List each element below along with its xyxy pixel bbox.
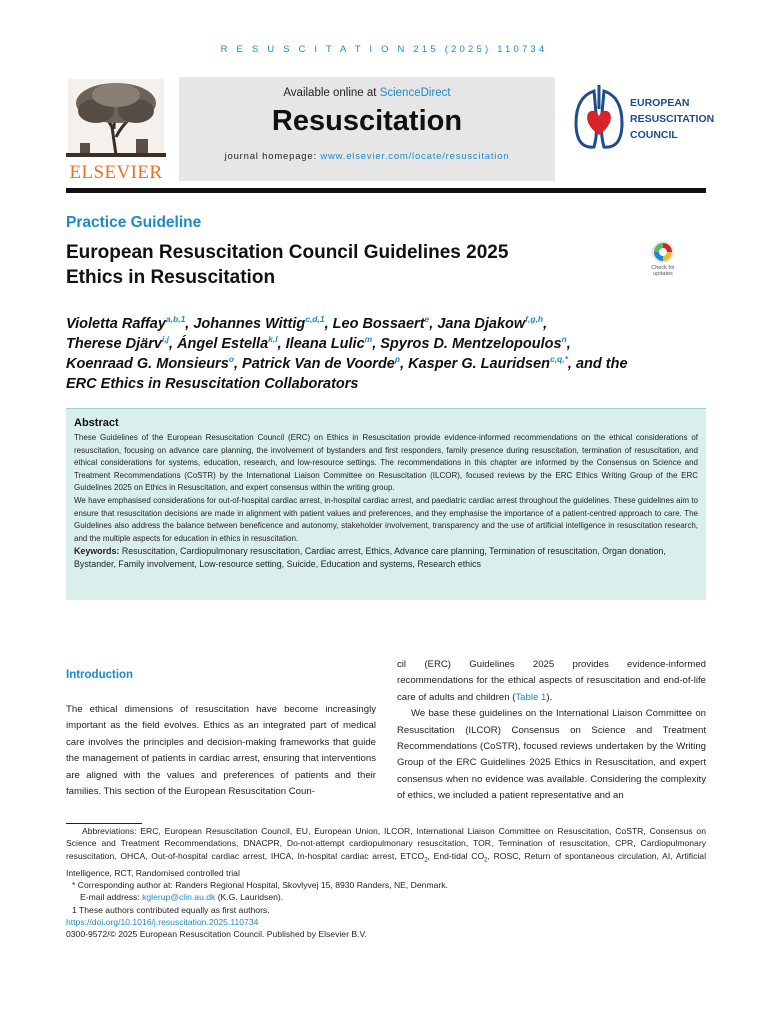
table-1-link[interactable]: Table 1 xyxy=(515,691,547,703)
abbrev-text-c: , ROSC, Return of spontaneous circulation, AI, Artificial Intelligence, RCT, Randomised controlled trial xyxy=(66,850,706,878)
title-line-2: Ethics in Resuscitation xyxy=(66,267,276,288)
elsevier-tree-icon xyxy=(66,77,166,159)
author-separator: , xyxy=(185,316,194,332)
author-separator: , xyxy=(233,356,243,372)
erc-line-1: EUROPEAN xyxy=(630,97,690,109)
erc-line-3: COUNCIL xyxy=(630,129,678,141)
intro-p1-cont-end: ). xyxy=(546,691,553,703)
check-for-updates-button[interactable] xyxy=(643,240,683,282)
author-separator: , xyxy=(543,316,548,332)
abbreviations-footnote xyxy=(66,825,706,879)
author-separator: , xyxy=(429,316,438,332)
author-name[interactable]: Jana Djakow xyxy=(437,316,526,332)
abstract-box xyxy=(66,408,706,600)
email-prefix: E-mail address: xyxy=(80,892,143,903)
abbrev-sub-1: 2 xyxy=(424,857,428,864)
masthead xyxy=(66,77,715,183)
running-head: R E S U S C I T A T I O N 215 (2025) 110734 xyxy=(220,44,548,55)
article-type: Practice Guideline xyxy=(66,214,202,231)
homepage-link[interactable]: www.elsevier.com/locate/resuscitation xyxy=(320,151,510,162)
author-affiliation-sup[interactable]: i,j xyxy=(161,334,170,345)
journal-homepage xyxy=(179,151,555,162)
abstract-heading: Abstract xyxy=(74,417,119,429)
author-separator: , xyxy=(566,336,571,352)
author-affiliation-sup[interactable]: e xyxy=(424,314,430,325)
abstract-paragraph-1: These Guidelines of the European Resuscitation Council (ERC) on Ethics in Resuscitation provide evidence-informed recommendations on the ethical considerations of resuscitation, focusing on advance care planning, the involvement of bystanders and first responders, family presence during resuscitation, termination of resuscitation, and ethical considerations for systems, education, research, and low-resource settings. The recommendations in this chapter are informed by the Consensus on Science and Treatment Recommendations (CoSTR) by the International Liaison Committee on Resuscitation (ILCOR), focused reviews by the ERC Ethics Writing Group of the ERC Guidelines 2025 on Ethics in Resuscitation, and expert consensus within the writing group. xyxy=(74,433,698,493)
equal-contribution-note: 1 These authors contributed equally as first authors. xyxy=(72,904,270,915)
erc-logo[interactable] xyxy=(572,83,715,155)
author-name[interactable]: Ileana Lulic xyxy=(285,336,365,352)
body-left-column xyxy=(66,702,376,800)
author-affiliation-sup[interactable]: m xyxy=(364,334,373,345)
intro-paragraph-2: We base these guidelines on the International Liaison Committee on Resuscitation (ILCOR) Consensus on Science and Treatment Recommendations (CoSTR), focused reviews undertaken by the Writing Group of the ERC Guidelines 2025 Ethics in Resuscitation, and expert consensus when no evidence was available. Considering the complexity of ethics, we included a patient representative and an xyxy=(397,708,706,802)
author-affiliation-sup[interactable]: c,d,1 xyxy=(305,314,325,325)
author-name[interactable]: Ángel Estella xyxy=(177,336,269,352)
intro-paragraph-1: The ethical dimensions of resuscitation have become increasingly important as the field evolves. Ethics as an integrated part of medical care involves the principles and decision-making frameworks that guide the management of patients in cardiac arrest, ensuring that interventions are aligned with the values and preferences of patients and their families. This section of the European Resuscitation Coun- xyxy=(66,704,376,798)
homepage-prefix: journal homepage: xyxy=(224,151,321,162)
abbrev-text-b: , End-tidal CO xyxy=(427,850,485,861)
author-separator: , xyxy=(277,336,286,352)
keywords-label: Keywords: xyxy=(74,546,120,557)
email-suffix: (K.G. Lauridsen). xyxy=(215,892,284,903)
availability-line xyxy=(179,87,555,99)
body-right-column xyxy=(397,657,706,805)
check-updates-label: Check for updates xyxy=(651,265,675,277)
abbrev-sub-2: 2 xyxy=(484,857,488,864)
author-list xyxy=(66,314,706,394)
doi-link[interactable]: https://doi.org/10.1016/j.resuscitation.2025.110734 xyxy=(66,916,259,927)
available-prefix: Available online at xyxy=(283,87,380,99)
author-affiliation-sup[interactable]: c,q,* xyxy=(549,354,568,365)
intro-p1-cont-text: cil (ERC) Guidelines 2025 provides evidence-informed recommendations for the ethical aspects of resuscitation and end-of-life care of adults and children ( xyxy=(397,659,706,703)
abbrev-text-a: Abbreviations: ERC, European Resuscitation Council, EU, European Union, ILCOR, International Liaison Committee on Resuscitation, CoSTR, Consensus on Science and Treatment Recommendations, DNACPR, Do-not-attempt cardiopulmonary resuscitation, TOR, Termination of resuscitation, CPR, Cardiopulmonary resuscitation, OHCA, Out-of-hospital cardiac arrest, IHCA, In-hospital cardiac arrest, ETCO xyxy=(66,826,706,861)
author-separator: , and the xyxy=(567,356,628,372)
abstract-paragraph-2: We have emphasised considerations for out-of-hospital cardiac arrest, in-hospital cardiac arrest, and paediatric cardiac arrest throughout the guidelines. These guidelines aim to ensure that resuscitation decisions are made in alignment with patient values and preferences, and they emphasise the importance of a patient-centred approach to care. The Guidelines also address the balance between beneficence and autonomy, stakeholder involvement, transparency and the use of artificial intelligence in resuscitation research, and the multiple aspects for education in ethics in resuscitation. xyxy=(74,495,698,543)
author-name[interactable]: Violetta Raffay xyxy=(66,316,166,332)
copyright-line: 0300-9572/© 2025 European Resuscitation Council. Published by Elsevier B.V. xyxy=(66,929,367,940)
author-affiliation-sup[interactable]: n xyxy=(561,334,567,345)
intro-paragraph-1-cont xyxy=(397,657,706,706)
journal-name: Resuscitation xyxy=(271,105,463,137)
elsevier-wordmark: ELSEVIER xyxy=(69,162,163,183)
author-affiliation-sup[interactable]: o xyxy=(228,354,234,365)
author-affiliation-sup[interactable]: f,g,h xyxy=(525,314,544,325)
author-name[interactable]: Leo Bossaert xyxy=(332,316,425,332)
erc-heart-lungs-icon xyxy=(572,83,626,155)
check-updates-icon xyxy=(643,240,683,266)
article-title xyxy=(66,240,606,290)
masthead-rule xyxy=(66,188,706,193)
author-affiliation-sup[interactable]: p xyxy=(394,354,401,365)
footnotes xyxy=(66,825,706,940)
erc-logo-text xyxy=(630,95,714,143)
keywords-list: Resuscitation, Cardiopulmonary resuscitation, Cardiac arrest, Ethics, Advance care planning, Termination of resuscitation, Organ donation, Bystander, Family involvement, Low-resource setting, Suicide, Education and systems, Research ethics xyxy=(74,546,666,570)
author-name[interactable]: Spyros D. Mentzelopoulos xyxy=(380,336,562,352)
email-link[interactable]: kglerup@clin.au.dk xyxy=(142,892,216,903)
author-separator: , xyxy=(169,336,178,352)
author-name[interactable]: Kasper G. Lauridsen xyxy=(408,356,550,372)
author-name[interactable]: Patrick Van de Voorde xyxy=(242,356,395,372)
author-name[interactable]: ERC Ethics in Resuscitation Collaborators xyxy=(66,376,359,392)
introduction-heading: Introduction xyxy=(66,669,134,681)
elsevier-logo[interactable] xyxy=(66,77,166,181)
sciencedirect-link[interactable]: ScienceDirect xyxy=(379,87,451,99)
keywords xyxy=(74,545,698,571)
author-separator: , xyxy=(400,356,409,372)
journal-banner xyxy=(179,77,555,181)
author-affiliation-sup[interactable]: a,b,1 xyxy=(165,314,186,325)
title-line-1: European Resuscitation Council Guidelines 2025 xyxy=(66,242,509,263)
author-separator: , xyxy=(372,336,381,352)
corresponding-author: * Corresponding author at: Randers Regional Hospital, Skovlyvej 15, 8930 Randers, NE, Denmark. xyxy=(72,879,448,890)
footnote-rule xyxy=(66,823,142,824)
email-line xyxy=(66,891,706,903)
author-name[interactable]: Johannes Wittig xyxy=(193,316,306,332)
author-name[interactable]: Koenraad G. Monsieurs xyxy=(66,356,229,372)
author-name[interactable]: Therese Djärv xyxy=(66,336,162,352)
author-affiliation-sup[interactable]: k,l xyxy=(268,334,278,345)
erc-line-2: RESUSCITATION xyxy=(630,113,715,125)
author-separator: , xyxy=(324,316,333,332)
